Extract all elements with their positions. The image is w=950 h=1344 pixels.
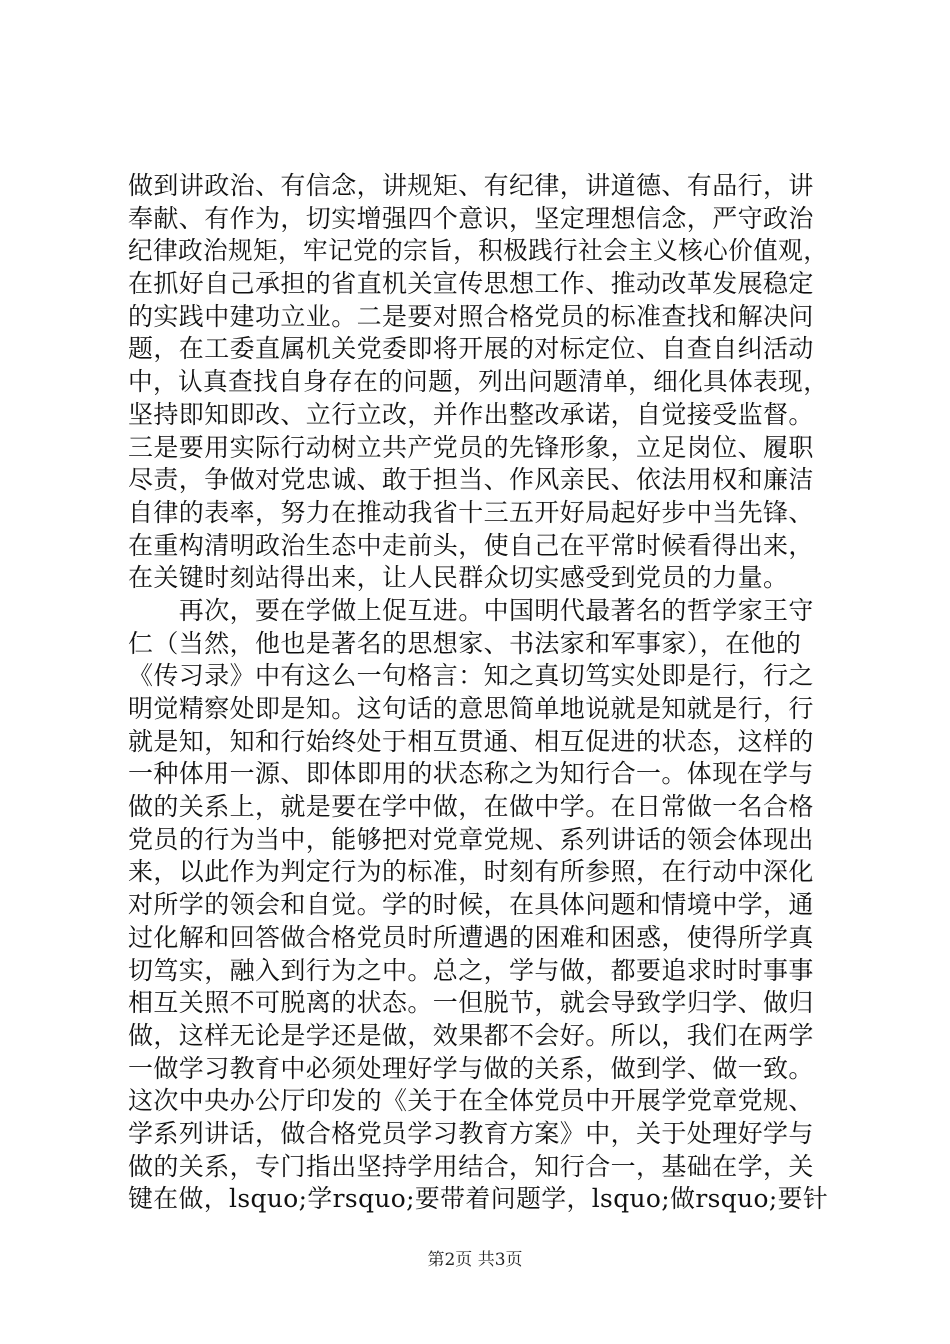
text-line: 学系列讲话，做合格党员学习教育方案》中，关于处理好学与 [128, 1118, 814, 1148]
text-line: 做的关系上，就是要在学中做，在做中学。在日常做一名合格 [128, 792, 814, 822]
text-line: 题，在工委直属机关党委即将开展的对标定位、自查自纠活动 [128, 334, 814, 364]
text-line: 奉献、有作为，切实增强四个意识，坚定理想信念，严守政治 [128, 203, 814, 233]
text-line: 中，认真查找自身存在的问题，列出问题清单，细化具体表现， [128, 367, 829, 397]
text-line: 的实践中建功立业。二是要对照合格党员的标准查找和解决问 [128, 301, 814, 331]
text-line: 这次中央办公厅印发的《关于在全体党员中开展学党章党规、 [128, 1086, 814, 1116]
text-line: 在重构清明政治生态中走前头，使自己在平常时候看得出来， [128, 530, 814, 560]
text-line: 三是要用实际行动树立共产党员的先锋形象，立足岗位、履职 [128, 432, 814, 462]
text-line: 明觉精察处即是知。这句话的意思简单地说就是知就是行，行 [128, 694, 814, 723]
page-number: 第2页 共3页 [427, 1250, 523, 1270]
text-line: 做的关系，专门指出坚持学用结合，知行合一，基础在学，关 [128, 1151, 814, 1181]
text-line: 再次，要在学做上促互进。中国明代最著名的哲学家王守 [128, 595, 814, 625]
text-line: 尽责，争做对党忠诚、敢于担当、作风亲民、依法用权和廉洁 [128, 465, 814, 495]
text-line: 在关键时刻站得出来，让人民群众切实感受到党员的力量。 [128, 563, 789, 593]
text-line: 键在做，lsquo;学rsquo;要带着问题学，lsquo;做rsquo;要针 [128, 1184, 829, 1214]
text-line: 党员的行为当中，能够把对党章党规、系列讲话的领会体现出 [128, 824, 814, 854]
text-line: 来，以此作为判定行为的标准，时刻有所参照，在行动中深化 [128, 857, 814, 887]
body-text [128, 170, 828, 1216]
text-line: 过化解和回答做合格党员时所遭遇的困难和困惑，使得所学真 [128, 922, 814, 952]
text-line: 纪律政治规矩，牢记党的宗旨，积极践行社会主义核心价值观， [128, 236, 829, 266]
text-line: 对所学的领会和自觉。学的时候，在具体问题和情境中学，通 [128, 890, 814, 920]
text-line: 在抓好自己承担的省直机关宣传思想工作、推动改革发展稳定 [128, 269, 814, 299]
text-line: 就是知，知和行始终处于相互贯通、相互促进的状态，这样的 [128, 726, 814, 756]
text-line: 一种体用一源、即体即用的状态称之为知行合一。体现在学与 [128, 759, 814, 789]
text-line: 切笃实，融入到行为之中。总之，学与做，都要追求时时事事 [128, 955, 814, 985]
text-line: 《传习录》中有这么一句格言：知之真切笃实处即是行，行之 [128, 661, 814, 691]
text-line: 自律的表率，努力在推动我省十三五开好局起好步中当先锋、 [128, 497, 814, 527]
text-line: 仁（当然，他也是著名的思想家、书法家和军事家），在他的 [128, 628, 802, 658]
text-line: 做，这样无论是学还是做，效果都不会好。所以，我们在两学 [128, 1020, 814, 1050]
page-footer [0, 1245, 950, 1270]
text-line: 一做学习教育中必须处理好学与做的关系，做到学、做一致。 [128, 1053, 814, 1083]
text-line: 坚持即知即改、立行立改，并作出整改承诺，自觉接受监督。 [128, 399, 814, 429]
text-line: 相互关照不可脱离的状态。一但脱节，就会导致学归学、做归 [128, 988, 814, 1018]
text-line: 做到讲政治、有信念，讲规矩、有纪律，讲道德、有品行，讲 [128, 171, 814, 200]
